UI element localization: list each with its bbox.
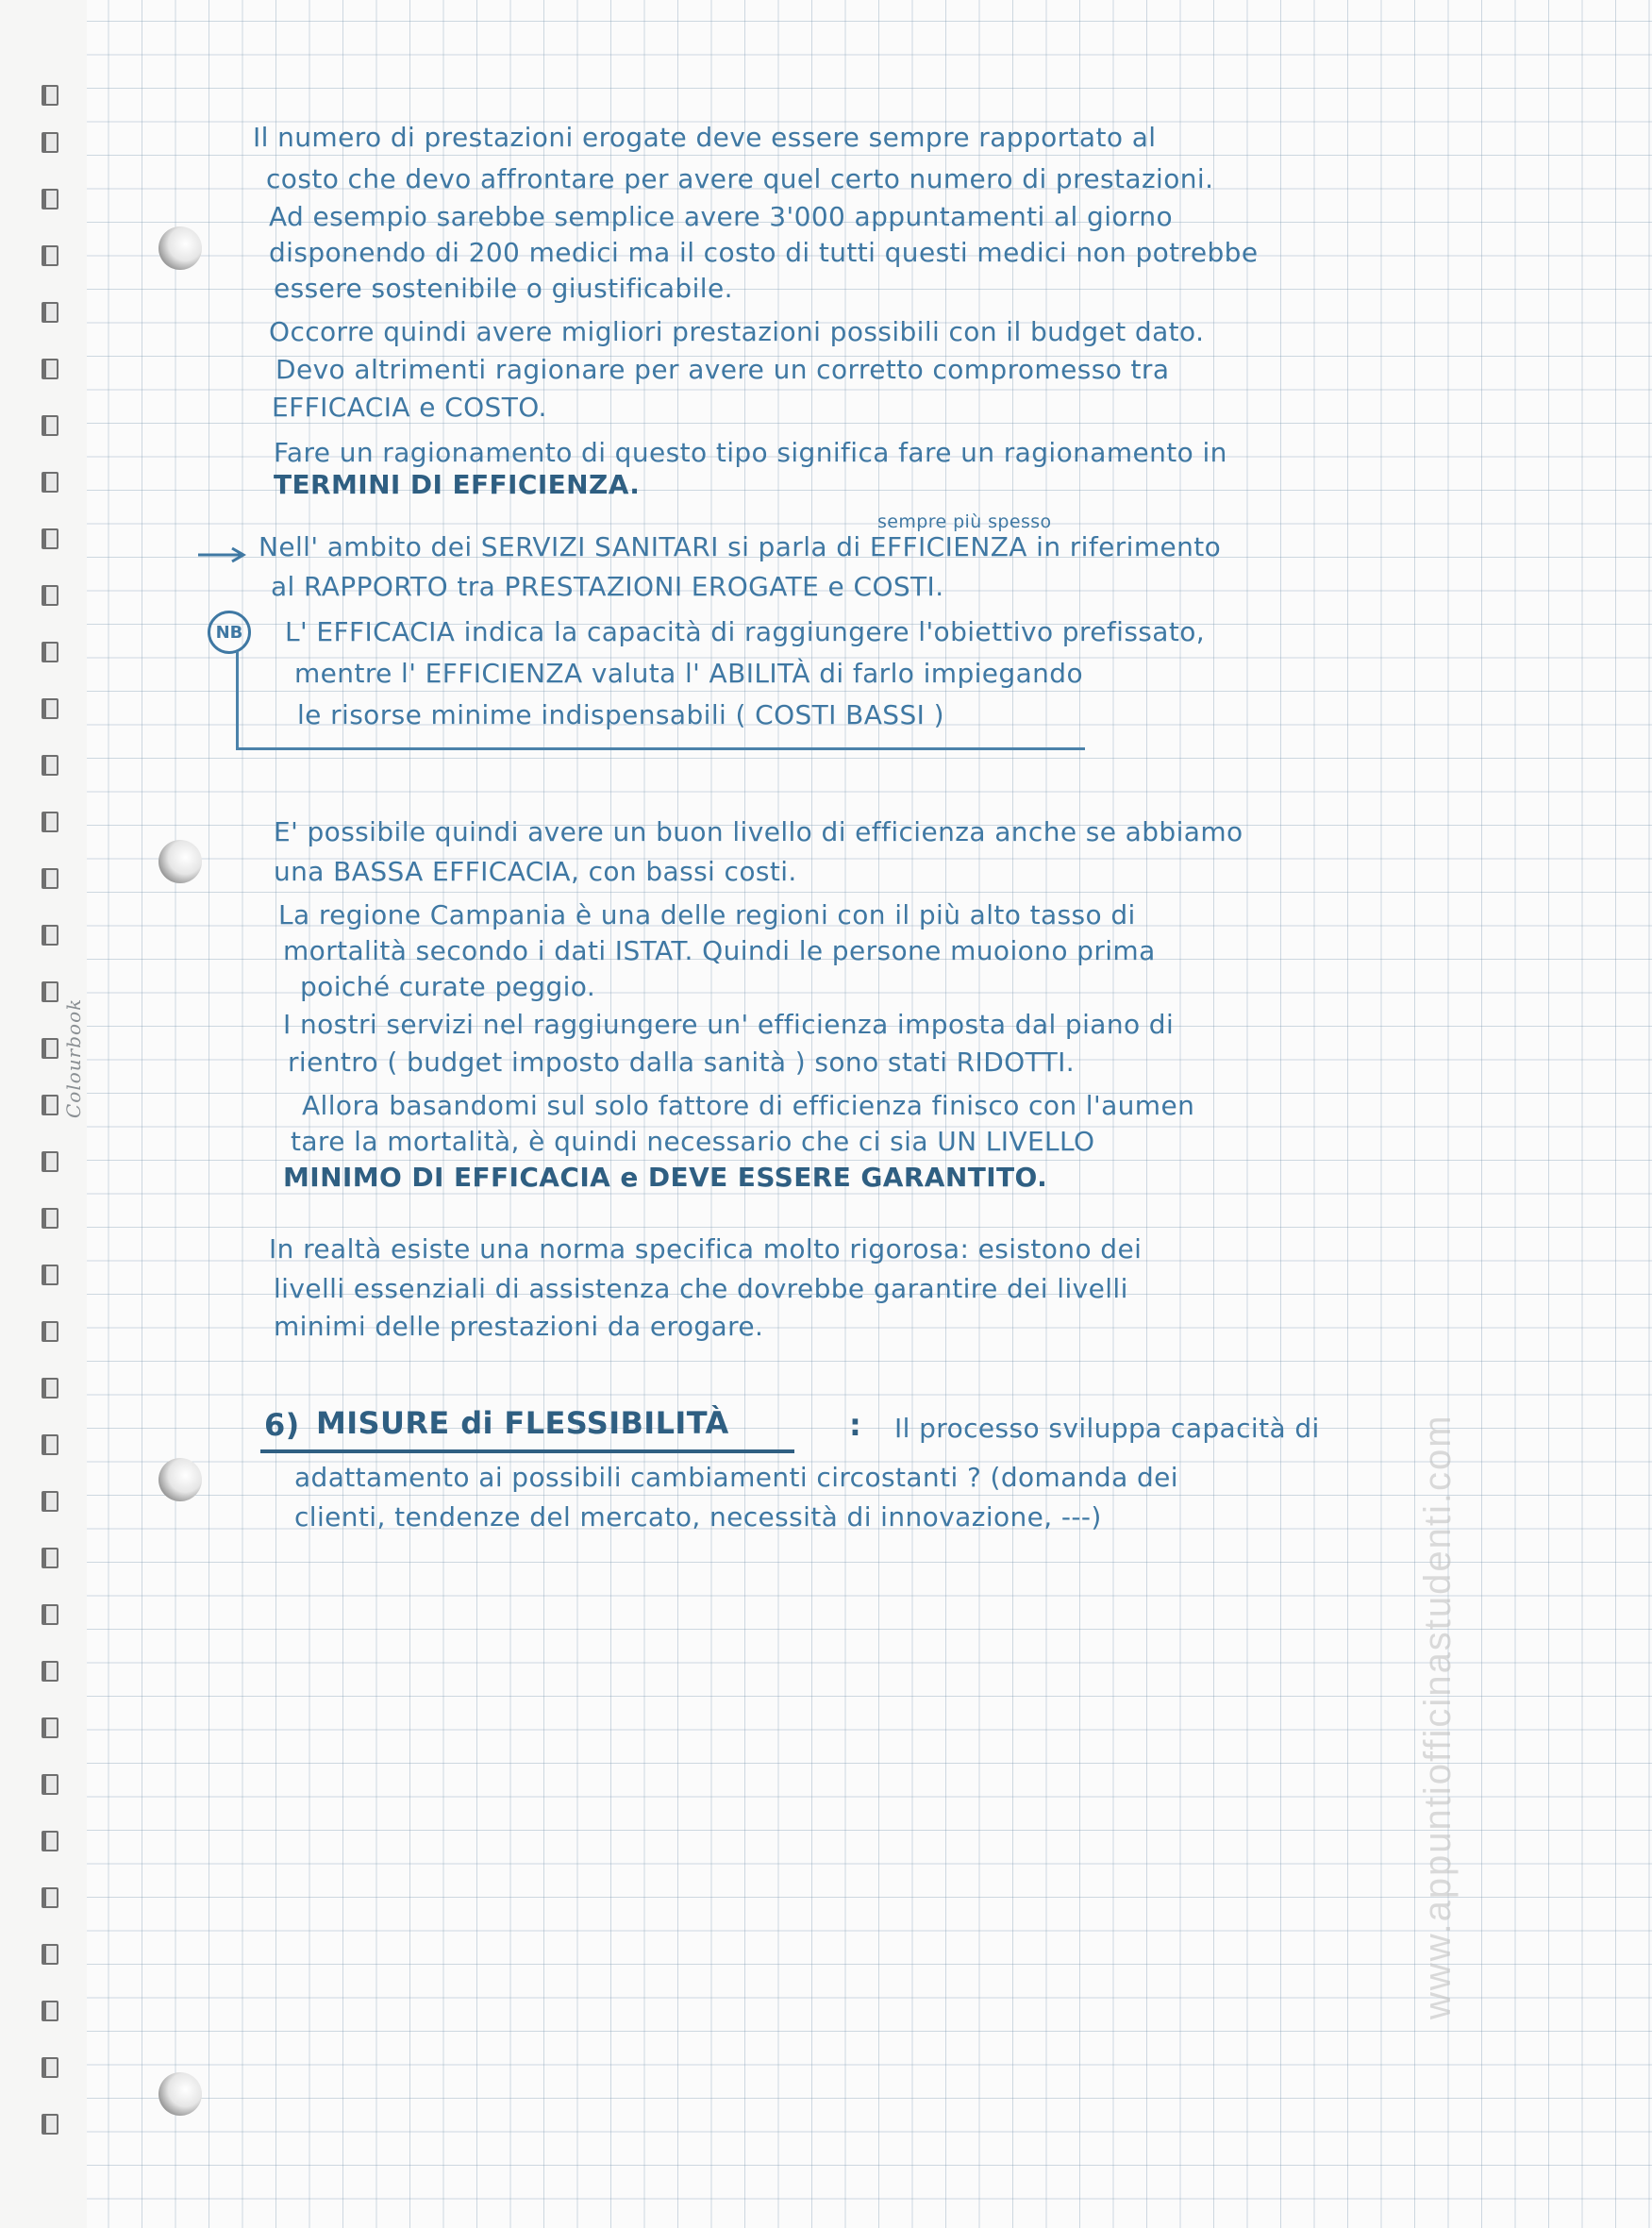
punch-hole-icon [159, 840, 202, 883]
binding-ring-icon [42, 1151, 58, 1172]
nb-line: le risorse minime indispensabili ( COSTI BASSI ) [297, 699, 944, 730]
binding-ring-icon [42, 1491, 58, 1512]
binding-ring-icon [42, 868, 58, 889]
nb-line: mentre l' EFFICIENZA valuta l' ABILITÀ di farlo impiegando [294, 658, 1084, 689]
note-line: essere sostenibile o giustificabile. [274, 273, 733, 304]
note-line: Il numero di prestazioni erogate deve essere sempre rapportato al [253, 122, 1157, 153]
binding-ring-icon [42, 302, 58, 323]
nb-bracket-vertical [236, 651, 239, 748]
punch-hole-icon [159, 1458, 202, 1501]
binding-ring-icon [42, 189, 58, 209]
binding-ring-icon [42, 1095, 58, 1115]
binding-ring-icon [42, 528, 58, 549]
note-line: Occorre quindi avere migliori prestazioni possibili con il budget dato. [269, 316, 1205, 347]
note-line: poiché curate peggio. [300, 971, 596, 1002]
note-line: E' possibile quindi avere un buon livello di efficienza anche se abbiamo [274, 816, 1243, 847]
binding-ring-icon [42, 1944, 58, 1965]
note-line-emphasis: MINIMO DI EFFICACIA e DEVE ESSERE GARANTITO. [283, 1162, 1048, 1193]
binding-ring-icon [42, 2001, 58, 2021]
section-line: clienti, tendenze del mercato, necessità di innovazione, ---) [294, 1501, 1102, 1533]
binding-ring-icon [42, 981, 58, 1002]
note-line: I nostri servizi nel raggiungere un' efficienza imposta dal piano di [283, 1009, 1175, 1040]
punch-hole-icon [159, 2072, 202, 2116]
section-line: Il processo sviluppa capacità di [894, 1413, 1320, 1444]
binding-ring-icon [42, 1265, 58, 1285]
binding-ring-icon [42, 472, 58, 493]
binding-ring-icon [42, 1321, 58, 1342]
note-line: al RAPPORTO tra PRESTAZIONI EROGATE e COSTI. [271, 571, 944, 602]
arrow-right-icon [196, 545, 247, 564]
binding-ring-icon [42, 642, 58, 662]
spiral-binding [42, 85, 60, 2142]
section-number: 6) [264, 1407, 300, 1443]
note-line: minimi delle prestazioni da erogare. [274, 1311, 764, 1342]
binding-ring-icon [42, 585, 58, 606]
binding-ring-icon [42, 85, 58, 106]
note-line: tare la mortalità, è quindi necessario che ci sia UN LIVELLO [291, 1126, 1095, 1157]
note-line: In realtà esiste una norma specifica molto rigorosa: esistono dei [269, 1233, 1143, 1265]
binding-ring-icon [42, 132, 58, 153]
note-line: Fare un ragionamento di questo tipo significa fare un ragionamento in [274, 437, 1227, 468]
note-line: una BASSA EFFICACIA, con bassi costi. [274, 856, 797, 887]
binding-ring-icon [42, 1604, 58, 1625]
binding-ring-icon [42, 2114, 58, 2135]
note-line: livelli essenziali di assistenza che dovrebbe garantire dei livelli [274, 1273, 1128, 1304]
note-line: Ad esempio sarebbe semplice avere 3'000 appuntamenti al giorno [269, 201, 1174, 232]
note-line: costo che devo affrontare per avere quel certo numero di prestazioni. [266, 163, 1214, 194]
punch-hole-icon [159, 226, 202, 270]
section-line: adattamento ai possibili cambiamenti circostanti ? (domanda dei [294, 1462, 1178, 1493]
binding-ring-icon [42, 755, 58, 776]
binding-ring-icon [42, 245, 58, 266]
binding-ring-icon [42, 1887, 58, 1908]
binding-ring-icon [42, 1717, 58, 1738]
note-line: Devo altrimenti ragionare per avere un corretto compromesso tra [275, 354, 1170, 385]
binding-ring-icon [42, 1774, 58, 1795]
binding-ring-icon [42, 359, 58, 379]
section-title-underline [260, 1449, 794, 1453]
nb-line: L' EFFICACIA indica la capacità di raggiungere l'obiettivo prefissato, [285, 616, 1206, 647]
note-line: Allora basandomi sul solo fattore di efficienza finisco con l'aumen [302, 1090, 1195, 1121]
nb-bracket-horizontal [236, 747, 1085, 750]
binding-ring-icon [42, 925, 58, 946]
watermark-text: www.appuntiofficinastudenti.com [1417, 1414, 1459, 2019]
binding-ring-icon [42, 1548, 58, 1568]
binding-ring-icon [42, 1831, 58, 1851]
note-annotation: sempre più spesso [877, 511, 1052, 532]
note-line: disponendo di 200 medici ma il costo di tutti questi medici non potrebbe [269, 237, 1259, 268]
binding-ring-icon [42, 1038, 58, 1059]
binding-ring-icon [42, 812, 58, 832]
binding-ring-icon [42, 415, 58, 436]
binding-ring-icon [42, 1208, 58, 1229]
note-line: EFFICACIA e COSTO. [272, 392, 547, 423]
binding-ring-icon [42, 698, 58, 719]
section-title: MISURE di FLESSIBILITÀ [316, 1405, 729, 1441]
note-line: La regione Campania è una delle regioni con il più alto tasso di [278, 899, 1136, 930]
note-line: mortalità secondo i dati ISTAT. Quindi le persone muoiono prima [283, 935, 1156, 966]
notebook-brand: Colourbook [62, 997, 85, 1118]
binding-ring-icon [42, 1378, 58, 1399]
note-line-emphasis: TERMINI DI EFFICIENZA. [274, 469, 641, 500]
section-colon: : [849, 1407, 862, 1443]
binding-ring-icon [42, 1661, 58, 1682]
binding-ring-icon [42, 1434, 58, 1455]
note-line: Nell' ambito dei SERVIZI SANITARI si parla di EFFICIENZA in riferimento [259, 531, 1222, 562]
nb-badge: NB [208, 611, 251, 654]
binding-ring-icon [42, 2057, 58, 2078]
note-line: rientro ( budget imposto dalla sanità ) sono stati RIDOTTI. [288, 1047, 1076, 1078]
